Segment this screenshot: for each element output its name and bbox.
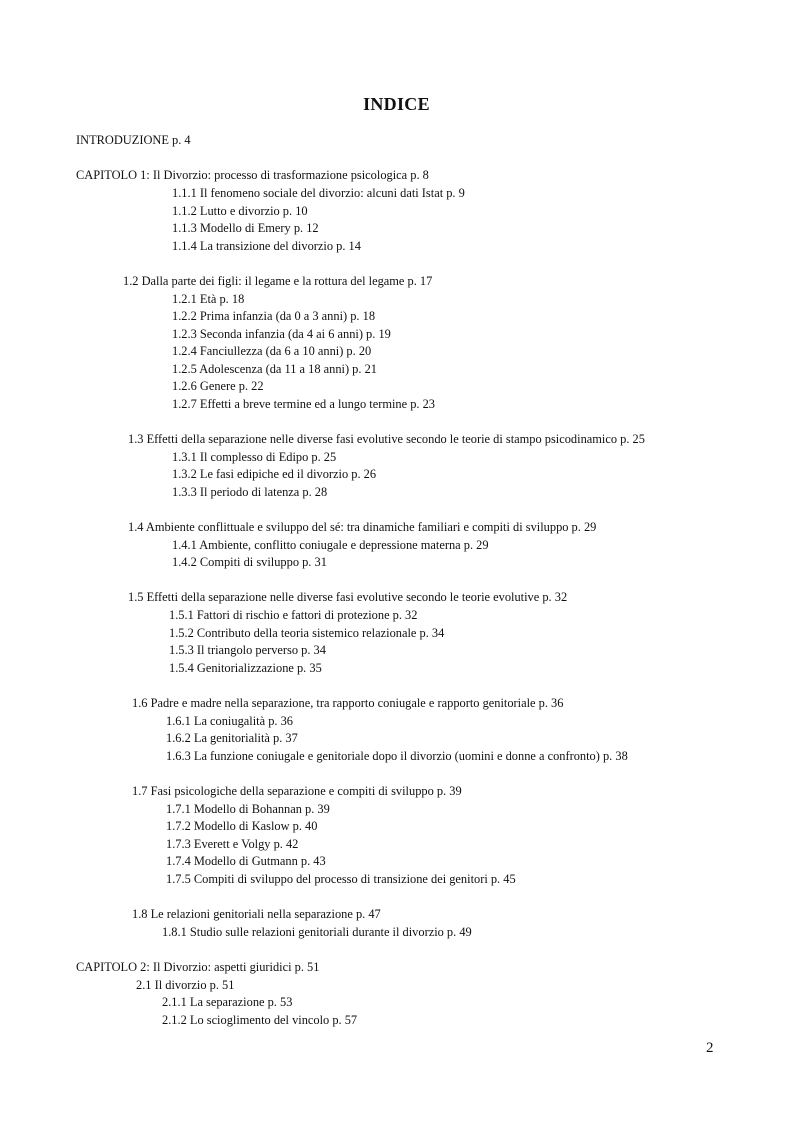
toc-entry: 1.8.1 Studio sulle relazioni genitoriali durante il divorzio p. 49	[162, 925, 472, 939]
toc-entry: 1.7.1 Modello di Bohannan p. 39	[166, 802, 330, 816]
toc-entry: 1.2 Dalla parte dei figli: il legame e la rottura del legame p. 17	[123, 274, 433, 288]
toc-entry: CAPITOLO 1: Il Divorzio: processo di trasformazione psicologica p. 8	[76, 168, 429, 182]
toc-entry: 2.1 Il divorzio p. 51	[136, 978, 235, 992]
toc-entry: 1.5.3 Il triangolo perverso p. 34	[169, 643, 326, 657]
toc-entry: 1.7 Fasi psicologiche della separazione e compiti di sviluppo p. 39	[132, 784, 462, 798]
toc-entry: 1.6.2 La genitorialità p. 37	[166, 731, 298, 745]
toc-entry: 1.6.1 La coniugalità p. 36	[166, 714, 293, 728]
toc-entry: 1.2.3 Seconda infanzia (da 4 ai 6 anni) p. 19	[172, 327, 391, 341]
toc-entry: 1.3 Effetti della separazione nelle diverse fasi evolutive secondo le teorie di stampo psicodinamico p. 25	[128, 432, 645, 446]
toc-entry: 1.4.2 Compiti di sviluppo p. 31	[172, 555, 327, 569]
toc-entry: 1.1.4 La transizione del divorzio p. 14	[172, 239, 361, 253]
toc-entry: 1.1.2 Lutto e divorzio p. 10	[172, 204, 308, 218]
toc-entry: 1.3.2 Le fasi edipiche ed il divorzio p. 26	[172, 467, 377, 481]
toc-entry: 1.7.5 Compiti di sviluppo del processo di transizione dei genitori p. 45	[166, 872, 516, 886]
toc-entry: 1.4.1 Ambiente, conflitto coniugale e depressione materna p. 29	[172, 538, 489, 552]
toc-entry: 1.6.3 La funzione coniugale e genitoriale dopo il divorzio (uomini e donne a confronto) p. 38	[166, 749, 628, 763]
toc-entry: 1.2.5 Adolescenza (da 11 a 18 anni) p. 21	[172, 362, 377, 376]
page-number: 2	[706, 1040, 714, 1056]
toc-entry: 1.7.4 Modello di Gutmann p. 43	[166, 854, 326, 868]
toc-entry: 1.5.1 Fattori di rischio e fattori di protezione p. 32	[169, 608, 418, 622]
toc-entry: 2.1.2 Lo scioglimento del vincolo p. 57	[162, 1013, 358, 1027]
toc-entry: CAPITOLO 2: Il Divorzio: aspetti giuridici p. 51	[76, 960, 320, 974]
toc-entry: 1.1.3 Modello di Emery p. 12	[172, 221, 319, 235]
toc-entry: 1.2.1 Età p. 18	[172, 292, 245, 306]
page-title: INDICE	[363, 94, 430, 114]
toc-entry: 1.3.3 Il periodo di latenza p. 28	[172, 485, 328, 499]
toc-entry: 1.3.1 Il complesso di Edipo p. 25	[172, 450, 337, 464]
toc-entry: 1.5 Effetti della separazione nelle diverse fasi evolutive secondo le teorie evolutive p. 32	[128, 590, 568, 604]
toc-entry: 1.1.1 Il fenomeno sociale del divorzio: alcuni dati Istat p. 9	[172, 186, 465, 200]
toc-entry: 1.2.6 Genere p. 22	[172, 379, 264, 393]
toc-entry: 1.5.2 Contributo della teoria sistemico relazionale p. 34	[169, 626, 445, 640]
toc-entry: 1.6 Padre e madre nella separazione, tra rapporto coniugale e rapporto genitoriale p. 36	[132, 696, 564, 710]
toc-entry: 1.7.3 Everett e Volgy p. 42	[166, 837, 299, 851]
toc-entry: 1.2.7 Effetti a breve termine ed a lungo termine p. 23	[172, 397, 435, 411]
toc-entry: 1.2.4 Fanciullezza (da 6 a 10 anni) p. 20	[172, 344, 372, 358]
toc-entry: 1.7.2 Modello di Kaslow p. 40	[166, 819, 318, 833]
toc-entry: 2.1.1 La separazione p. 53	[162, 995, 293, 1009]
toc-entry: 1.2.2 Prima infanzia (da 0 a 3 anni) p. 18	[172, 309, 376, 323]
toc-entry: INTRODUZIONE p. 4	[76, 133, 191, 147]
toc-entry: 1.8 Le relazioni genitoriali nella separazione p. 47	[132, 907, 381, 921]
toc-entry: 1.4 Ambiente conflittuale e sviluppo del sé: tra dinamiche familiari e compiti di sviluppo p. 29	[128, 520, 597, 534]
toc-entry: 1.5.4 Genitorializzazione p. 35	[169, 661, 322, 675]
